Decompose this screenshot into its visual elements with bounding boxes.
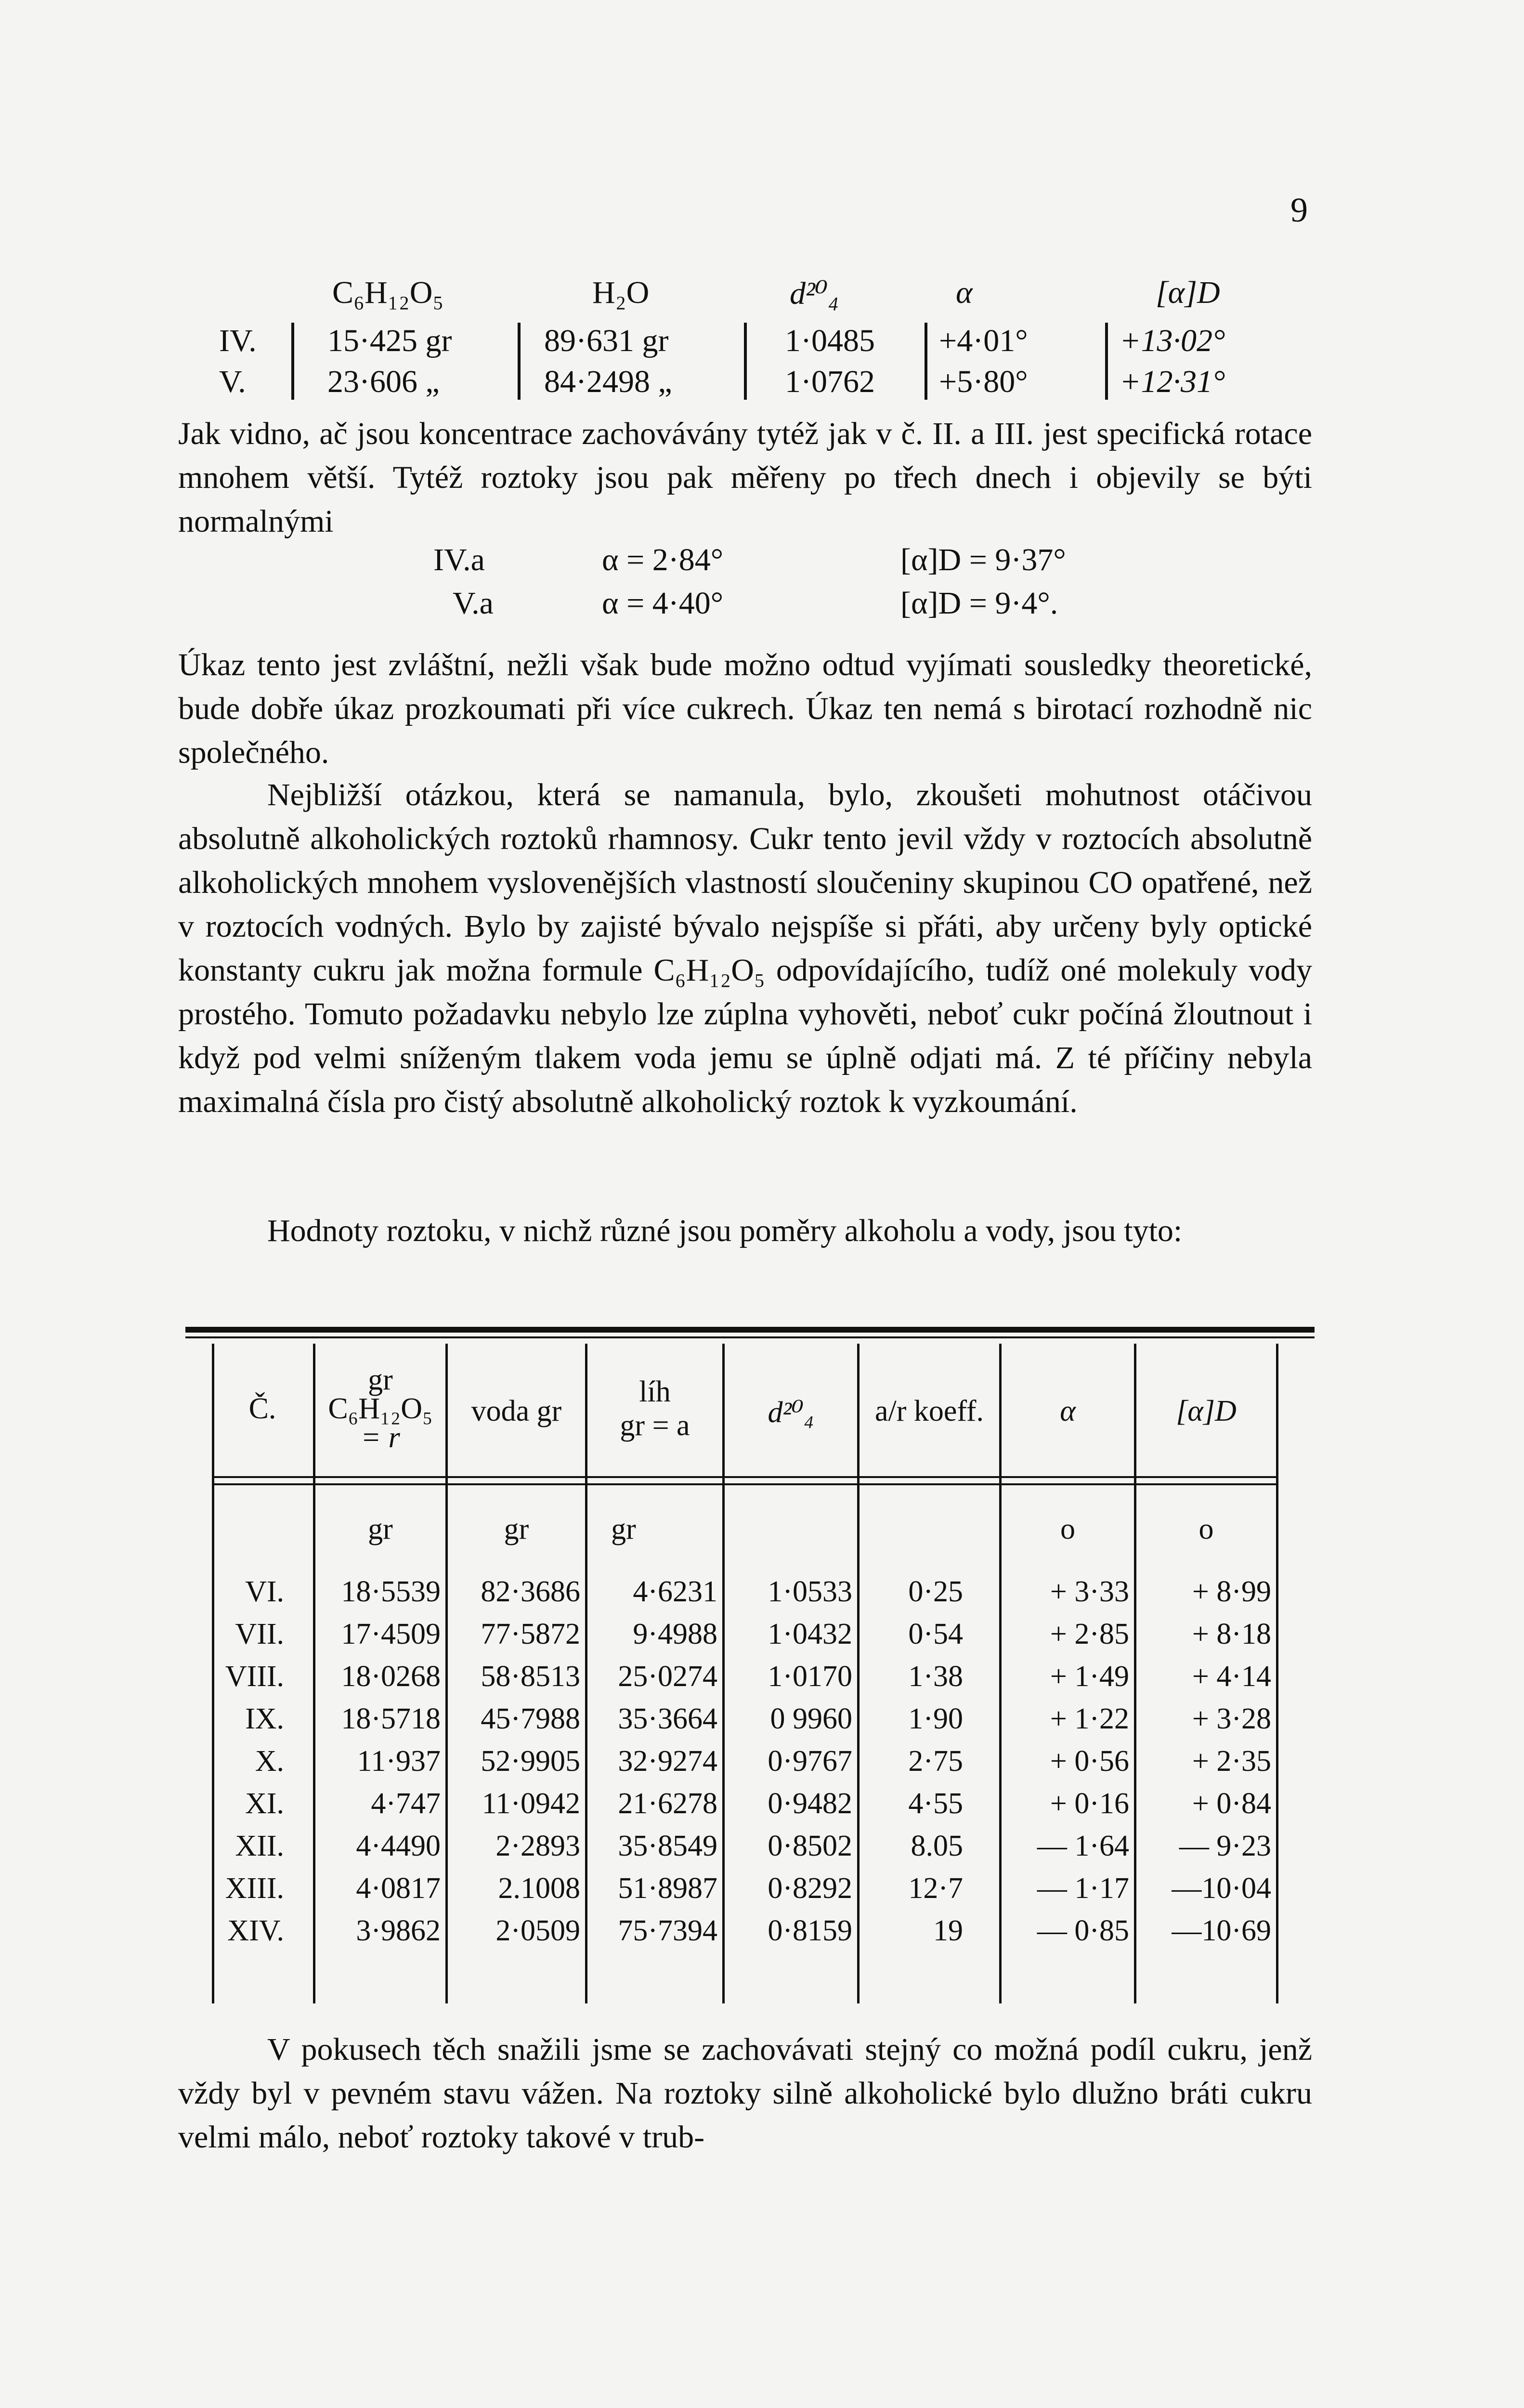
cell-lih: 4·6231 — [633, 1575, 717, 1608]
cell-koeff: 2·75 — [908, 1745, 963, 1778]
cell-alpha: — 1·64 — [1037, 1830, 1129, 1862]
cell-c6: 15·425 gr — [327, 323, 452, 358]
cell-density: 0·9767 — [768, 1745, 852, 1778]
normal-row-alpha: α = 2·84° — [602, 542, 724, 577]
cell-cislo: XIII. — [225, 1872, 284, 1905]
cell-density: 1·0533 — [768, 1575, 852, 1608]
cell-voda: 2·0509 — [495, 1914, 580, 1947]
cell-koeff: 1·38 — [908, 1660, 963, 1693]
cell-r: 4·0817 — [356, 1872, 441, 1905]
normal-row-spec: [α]D = 9·4°. — [900, 586, 1058, 621]
cell-density: 0·9482 — [768, 1787, 852, 1820]
cell-cislo: VI. — [245, 1575, 284, 1608]
cell-koeff: 19 — [933, 1914, 963, 1947]
row-label: IV. — [219, 323, 257, 358]
cell-alpha: + 1·22 — [1050, 1702, 1129, 1735]
header-h2o: H₂O — [592, 275, 650, 310]
cell-lih: 32·9274 — [618, 1745, 717, 1778]
cell-alpha: +5·80° — [939, 364, 1028, 399]
header-spec-rotation: [α]D — [1156, 275, 1220, 310]
header-density: d²⁰₄ — [790, 276, 839, 311]
header-r: = r — [361, 1421, 400, 1454]
unit-lih: gr — [611, 1513, 636, 1545]
cell-spec: —10·69 — [1172, 1914, 1271, 1947]
unit-alpha: o — [1060, 1513, 1075, 1545]
cell-r: 3·9862 — [356, 1914, 441, 1947]
paragraph-4: Hodnoty roztoku, v nichž různé jsou poměry alkoholu a vody, jsou tyto: — [267, 1213, 1183, 1248]
unit-spec: o — [1198, 1513, 1214, 1545]
cell-lih: 9·4988 — [633, 1618, 717, 1650]
cell-koeff: 4·55 — [908, 1787, 963, 1820]
cell-cislo: VII. — [235, 1618, 284, 1650]
header-alpha: α — [1060, 1395, 1076, 1427]
cell-density: 1·0485 — [785, 323, 875, 358]
cell-alpha: + 0·16 — [1050, 1787, 1129, 1820]
normal-row-label: IV.a — [433, 542, 485, 577]
cell-spec: +13·02° — [1120, 323, 1225, 358]
cell-spec: + 4·14 — [1192, 1660, 1271, 1693]
normal-row-alpha: α = 4·40° — [602, 586, 724, 621]
header-cislo: Č. — [248, 1392, 276, 1425]
cell-density: 1·0170 — [768, 1660, 852, 1693]
paragraph-3: Nejbližší otázkou, která se namanula, bylo, zkoušeti mohutnost otáčivou absolutně alkoholických roztoků rhamnosy. Cukr tento jevil vždy v roztocích absolutně alkoholických mnohem vyslovenějších vlastností sloučeniny skupinou CO opatřené, než v roztocích vodných. Bylo by zajisté bývalo nejspíše si přáti, aby určeny byly optické konstanty cukru jak možna formule C₆H₁₂O₅ odpovídajícího, tudíž oné molekuly vody prostého. Tomuto požadavku nebylo lze zúplna vyhověti, neboť cukr počíná žloutnout i když pod velmi sníženým tlakem voda jemu se úplně odjati má. Z té příčiny nebyla maximalná čísla pro čistý absolutně alkoholický roztok k vyzkoumání. — [178, 777, 1312, 1119]
cell-c6: 23·606 „ — [327, 364, 440, 399]
cell-lih: 51·8987 — [618, 1872, 717, 1905]
cell-alpha: — 1·17 — [1037, 1872, 1129, 1905]
cell-r: 11·937 — [357, 1745, 441, 1778]
cell-voda: 77·5872 — [481, 1618, 580, 1650]
cell-density: 1·0762 — [785, 364, 875, 399]
cell-lih: 21·6278 — [618, 1787, 717, 1820]
cell-alpha: + 2·85 — [1050, 1618, 1129, 1650]
cell-spec: + 8·18 — [1192, 1618, 1271, 1650]
cell-cislo: VIII. — [225, 1660, 284, 1693]
cell-voda: 82·3686 — [481, 1575, 580, 1608]
cell-voda: 45·7988 — [481, 1702, 580, 1735]
cell-spec: + 2·35 — [1192, 1745, 1271, 1778]
cell-spec: + 3·28 — [1192, 1702, 1271, 1735]
cell-spec: + 8·99 — [1192, 1575, 1271, 1608]
cell-voda: 11·0942 — [482, 1787, 580, 1820]
cell-spec: — 9·23 — [1179, 1830, 1271, 1862]
cell-cislo: XIV. — [227, 1914, 284, 1947]
cell-alpha: + 3·33 — [1050, 1575, 1129, 1608]
cell-lih: 75·7394 — [618, 1914, 717, 1947]
cell-alpha: + 1·49 — [1050, 1660, 1129, 1693]
cell-h2o: 84·2498 „ — [544, 364, 672, 399]
paragraph-1: Jak vidno, ač jsou koncentrace zachovávány tytéž jak v č. II. a III. jest specifická rotace mnohem větší. Tytéž roztoky jsou pak měřeny po třech dnech i objevily se býti normalnými — [178, 416, 1312, 539]
header-density: d²⁰₄ — [768, 1396, 814, 1429]
cell-alpha: — 0·85 — [1037, 1914, 1129, 1947]
cell-cislo: X. — [255, 1745, 284, 1778]
cell-koeff: 1·90 — [908, 1702, 963, 1735]
paragraph-5: V pokusech těch snažili jsme se zachovávati stejný co možná podíl cukru, jenž vždy byl v pevném stavu vážen. Na roztoky silně alkoholické bylo dlužno bráti cukru velmi málo, neboť roztoky takové v trub- — [178, 2032, 1312, 2155]
cell-r: 4·4490 — [356, 1830, 441, 1862]
header-lih: líh — [639, 1375, 671, 1408]
cell-lih: 25·0274 — [618, 1660, 717, 1693]
cell-koeff: 8.05 — [911, 1830, 963, 1862]
unit-voda: gr — [504, 1513, 529, 1545]
cell-spec: +12·31° — [1120, 364, 1225, 399]
cell-r: 18·0268 — [341, 1660, 441, 1693]
cell-cislo: IX. — [245, 1702, 284, 1735]
cell-lih: 35·3664 — [618, 1702, 717, 1735]
normal-row-spec: [α]D = 9·37° — [900, 542, 1066, 577]
normal-row-label: V.a — [453, 586, 494, 621]
cell-lih: 35·8549 — [618, 1830, 717, 1862]
cell-alpha: + 0·56 — [1050, 1745, 1129, 1778]
cell-koeff: 0·54 — [908, 1618, 963, 1650]
header-c6h12o5: C₆H₁₂O₅ — [328, 1392, 433, 1425]
cell-voda: 58·8513 — [481, 1660, 580, 1693]
cell-density: 0 9960 — [770, 1702, 852, 1735]
cell-density: 0·8502 — [768, 1830, 852, 1862]
cell-density: 0·8292 — [768, 1872, 852, 1905]
cell-r: 17·4509 — [341, 1618, 441, 1650]
cell-r: 4·747 — [371, 1787, 441, 1820]
header-r-unit: gr — [368, 1363, 393, 1396]
page-number: 9 — [1290, 191, 1308, 229]
cell-cislo: XI. — [245, 1787, 284, 1820]
cell-r: 18·5539 — [341, 1575, 441, 1608]
cell-cislo: XII. — [235, 1830, 284, 1862]
cell-koeff: 12·7 — [908, 1872, 963, 1905]
unit-r: gr — [368, 1513, 393, 1545]
cell-alpha: +4·01° — [939, 323, 1028, 358]
cell-koeff: 0·25 — [908, 1575, 963, 1608]
header-alpha: α — [956, 275, 973, 310]
cell-h2o: 89·631 gr — [544, 323, 669, 358]
cell-voda: 52·9905 — [481, 1745, 580, 1778]
cell-spec: —10·04 — [1172, 1872, 1271, 1905]
row-label: V. — [219, 364, 246, 399]
cell-r: 18·5718 — [341, 1702, 441, 1735]
cell-voda: 2·2893 — [495, 1830, 580, 1862]
header-spec-rotation: [α]D — [1176, 1395, 1237, 1427]
cell-spec: + 0·84 — [1192, 1787, 1271, 1820]
header-koeff: a/r koeff. — [874, 1395, 984, 1427]
cell-density: 1·0432 — [768, 1618, 852, 1650]
header-voda: voda gr — [471, 1395, 562, 1427]
header-c6h12o5: C₆H₁₂O₅ — [332, 275, 444, 310]
cell-density: 0·8159 — [768, 1914, 852, 1947]
header-lih-a: gr = a — [620, 1409, 690, 1442]
cell-voda: 2.1008 — [498, 1872, 580, 1905]
paragraph-2: Úkaz tento jest zvláštní, nežli však bude možno odtud vyjímati sousledky theoretické, bude dobře úkaz prozkoumati při více cukrech. Úkaz ten nemá s birotací rozhodně nic společného. — [178, 647, 1312, 770]
